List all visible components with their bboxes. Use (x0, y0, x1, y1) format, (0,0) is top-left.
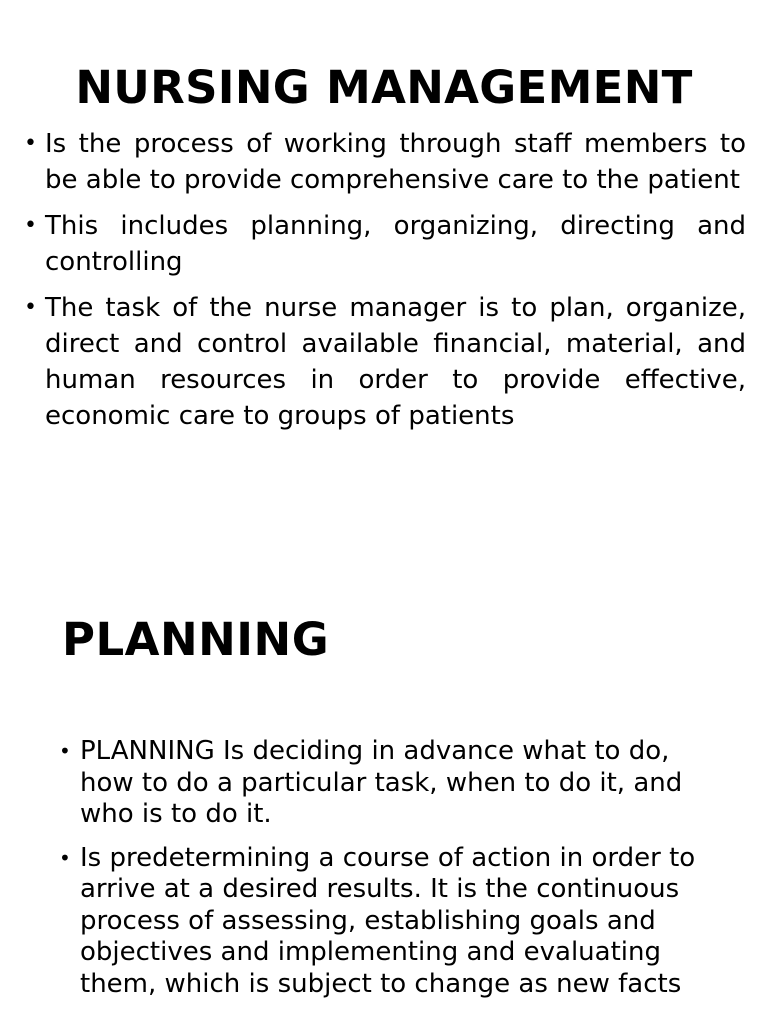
slide-planning (0, 590, 768, 1024)
list-item (59, 736, 709, 831)
bullet-icon: • (59, 739, 71, 763)
list-item (24, 208, 746, 280)
list-item-text: PLANNING Is deciding in advance what to do, how to do a particular task, when to do it, and who is to do it. (80, 736, 683, 829)
list-item-text: The task of the nurse manager is to plan, organize, direct and control available financial, material, and human resources in order to provide effective, economic care to groups of patients (45, 293, 746, 431)
list-item-text: Is predetermining a course of action in order to arrive at a desired results. It is the continuous process of assessing, establishing goals and objectives and implementing and evaluating them, which is subject to change as new facts (80, 842, 696, 999)
bullet-icon: • (24, 213, 37, 238)
bullet-list (59, 736, 709, 1012)
list-item (59, 843, 709, 1001)
slide-title: PLANNING (62, 613, 330, 666)
slide-title: NURSING MANAGEMENT (75, 61, 693, 114)
bullet-icon: • (59, 845, 71, 870)
bullet-list (24, 126, 746, 444)
list-item-text: This includes planning, organizing, directing and controlling (45, 211, 746, 277)
list-item (24, 290, 746, 434)
list-item-text: Is the process of working through staff members to be able to provide comprehensive care to the patient (45, 129, 746, 195)
list-item (24, 126, 746, 198)
bullet-icon: • (24, 131, 37, 156)
bullet-icon: • (24, 295, 37, 320)
